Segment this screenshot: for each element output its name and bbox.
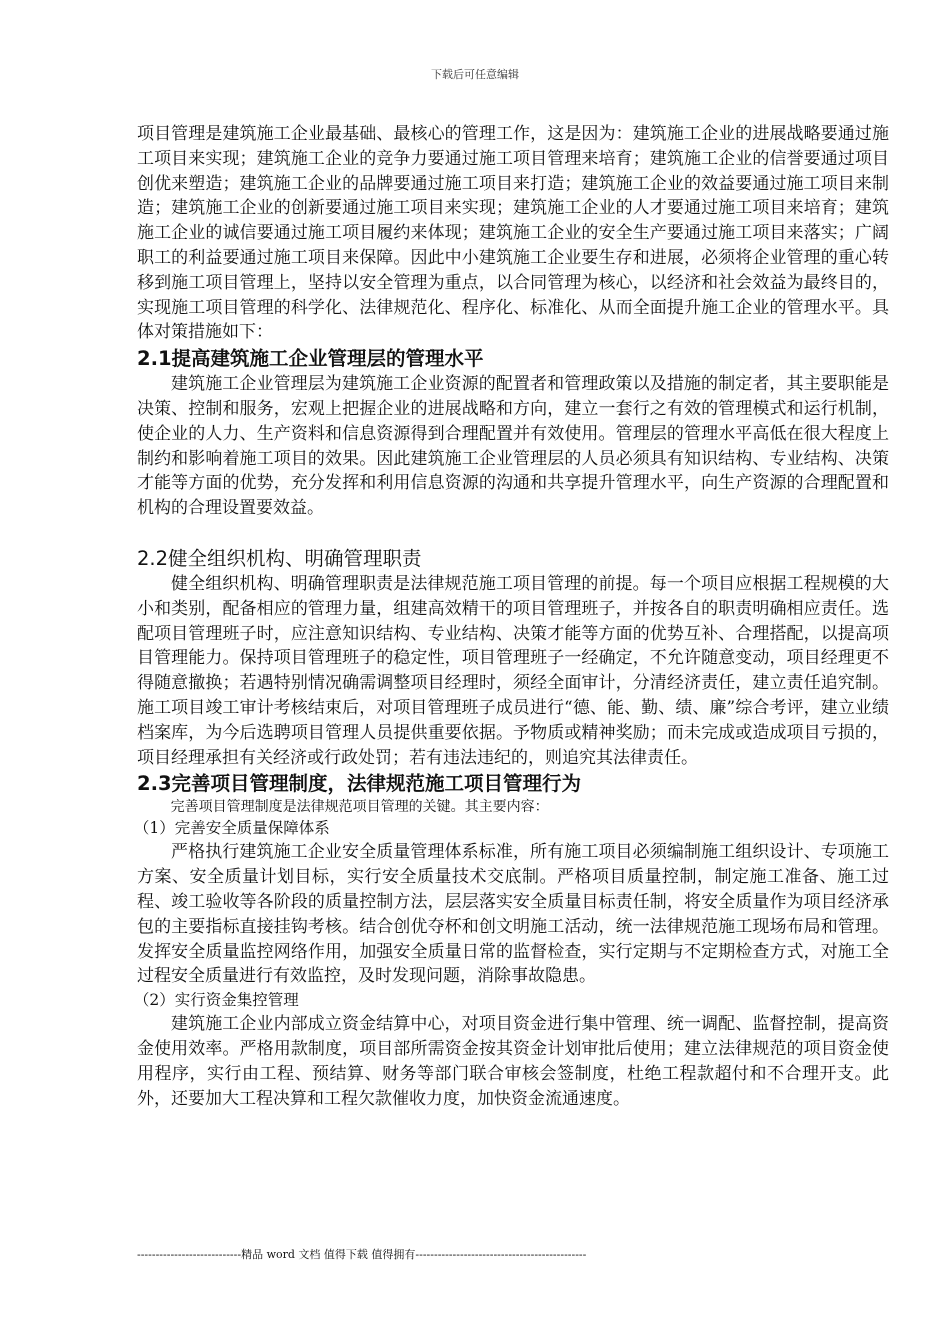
- section-spacer: [137, 521, 889, 545]
- section-2-2-title: 2.2健全组织机构、明确管理职责: [137, 546, 422, 570]
- section-2-3-title: 2.3完善项目管理制度，法律规范施工项目管理行为: [137, 772, 582, 796]
- subsection-1-title: （1）完善安全质量保障体系: [133, 819, 330, 838]
- subsection-1-body: 严格执行建筑施工企业安全质量管理体系标准，所有施工项目必须编制施工组织设计、专项施工方案、安全质量计划目标，实行安全质量技术交底制。严格项目质量控制，制定施工准备、施工过程、竣工验收等各阶段的质量控制方法，层层落实安全质量目标责任制，将安全质量作为项目经济承包的主要指标直接挂钩考核。结合创优夺杯和创文明施工活动，统一法律规范施工现场布局和管理。发挥安全质量监控网络作用，加强安全质量日常的监督检查，实行定期与不定期检查方式，对施工全过程安全质量进行有效监控，及时发现问题，消除事故隐患。: [137, 842, 889, 987]
- subsection-2-body: 建筑施工企业内部成立资金结算中心，对项目资金进行集中管理、统一调配、监督控制，提高资金使用效率。严格用款制度，项目部所需资金按其资金计划审批后使用；建立法律规范的项目资金使用程序，实行由工程、预结算、财务等部门联合审核会签制度，杜绝工程款超付和不合理开支。此外，还要加大工程决算和工程欠款催收力度，加快资金流通速度。: [137, 1014, 889, 1109]
- document-body: [133, 122, 889, 1111]
- section-2-2-body: 健全组织机构、明确管理职责是法律规范施工项目管理的前提。每一个项目应根据工程规模的大小和类别，配备相应的管理力量，组建高效精干的项目管理班子，并按各自的职责明确相应责任。选配项目管理班子时，应注意知识结构、专业结构、决策才能等方面的优势互补、合理搭配，以提高项目管理能力。保持项目管理班子的稳定性，项目管理班子一经确定，不允许随意变动，项目经理更不得随意撤换；若遇特别情况确需调整项目经理时，须经全面审计，分清经济责任，建立责任追究制。施工项目竣工审计考核结束后，对项目管理班子成员进行“德、能、勤、绩、廉”综合考评，建立业绩档案库，为今后选聘项目管理人员提供重要依据。予物质或精神奖励；而未完成或造成项目亏损的，项目经理承担有关经济或行政处罚；若有违法违纪的，则追究其法律责任。: [137, 573, 889, 768]
- page-footer: ----------------------------精品 word 文档 值得下载 值得拥有----------------------------------------------: [137, 1248, 587, 1261]
- subsection-2-title: （2）实行资金集控管理: [133, 991, 299, 1010]
- intro-paragraph: 项目管理是建筑施工企业最基础、最核心的管理工作，这是因为：建筑施工企业的进展战略要通过施工项目来实现；建筑施工企业的竞争力要通过施工项目管理来培育；建筑施工企业的信誉要通过项目创优来塑造；建筑施工企业的品牌要通过施工项目来打造；建筑施工企业的效益要通过施工项目来制造；建筑施工企业的创新要通过施工项目来实现；建筑施工企业的人才要通过施工项目来培育；建筑施工企业的诚信要通过施工项目履约来体现；建筑施工企业的安全生产要通过施工项目来落实；广阔职工的利益要通过施工项目来保障。因此中小建筑施工企业要生存和进展，必须将企业管理的重心转移到施工项目管理上，坚持以安全管理为重点，以合同管理为核心，以经济和社会效益为最终目的，实现施工项目管理的科学化、法律规范化、程序化、标准化、从而全面提升施工企业的管理水平。具体对策措施如下：: [137, 124, 889, 343]
- page-header: 下载后可任意编辑: [431, 68, 519, 81]
- section-2-3-lead: 完善项目管理制度是法律规范项目管理的关键。其主要内容：: [170, 799, 549, 816]
- section-2-1-title: 2.1提高建筑施工企业管理层的管理水平: [137, 347, 484, 371]
- section-2-1-body: 建筑施工企业管理层为建筑施工企业资源的配置者和管理政策以及措施的制定者，其主要职能是决策、控制和服务，宏观上把握企业的进展战略和方向，建立一套行之有效的管理模式和运行机制，使企业的人力、生产资料和信息资源得到合理配置并有效使用。管理层的管理水平高低在很大程度上制约和影响着施工项目的效果。因此建筑施工企业管理层的人员必须具有知识结构、专业结构、决策才能等方面的优势，充分发挥和利用信息资源的沟通和共享提升管理水平，向生产资源的合理配置和机构的合理设置要效益。: [137, 374, 889, 519]
